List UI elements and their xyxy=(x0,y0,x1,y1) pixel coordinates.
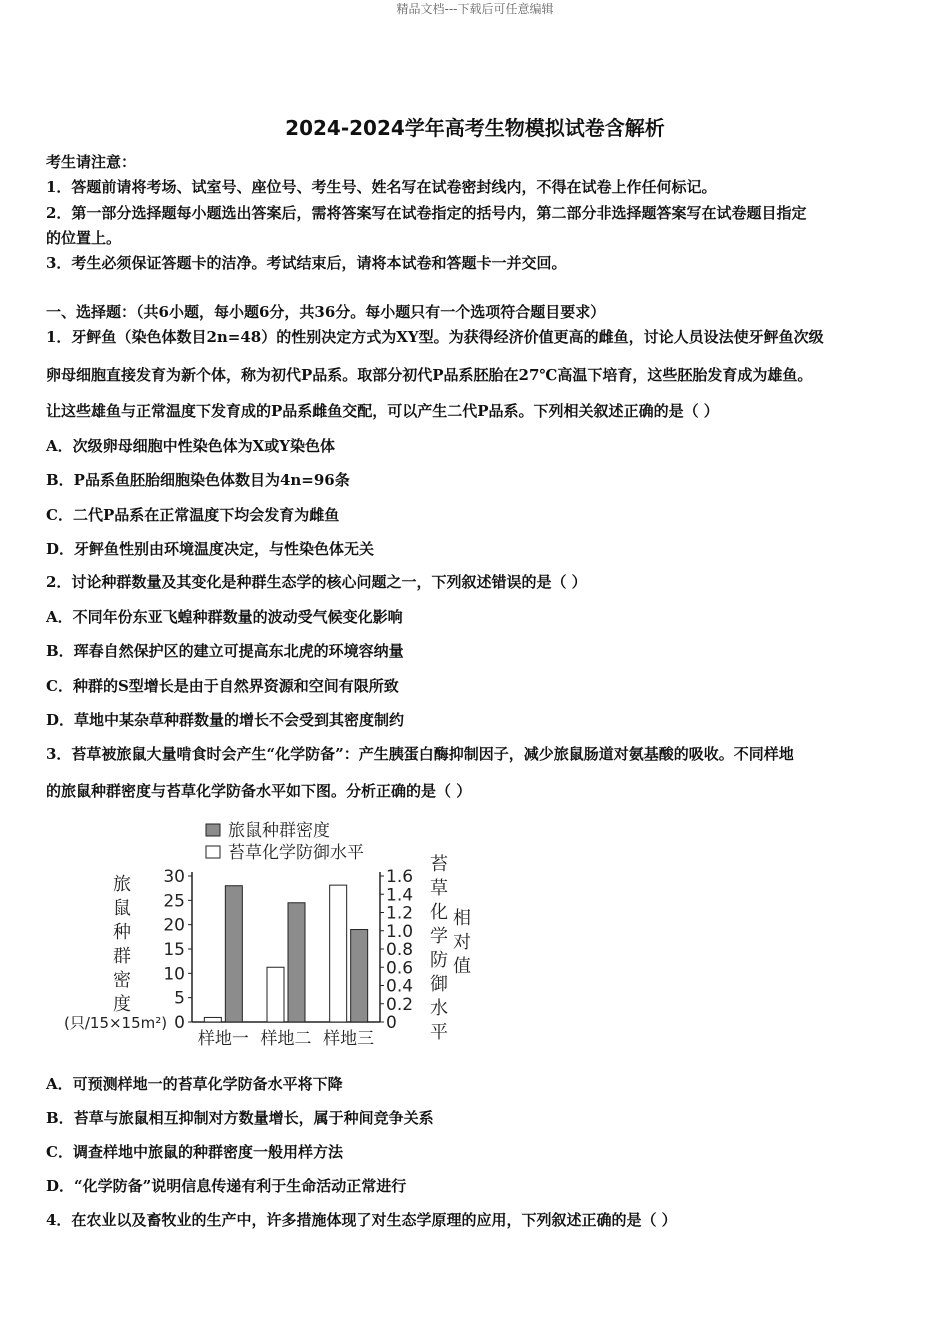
right-axis-label-char: 水 xyxy=(430,998,448,1019)
option-d: D．牙鲆鱼性别由环境温度决定，与性染色体无关 xyxy=(46,540,375,558)
right-tick-label: 1.2 xyxy=(386,903,414,924)
right-tick-label: 0.6 xyxy=(386,958,414,979)
left-axis-unit: (只/15×15m²) xyxy=(64,1014,168,1032)
bar-density xyxy=(288,903,305,1022)
left-tick-label: 20 xyxy=(163,915,185,936)
right-axis-label-char: 草 xyxy=(430,878,448,899)
option-d: D．草地中某杂草种群数量的增长不会受到其密度制约 xyxy=(46,711,405,729)
legend-label: 旅鼠种群密度 xyxy=(228,821,330,841)
right-tick-label: 0 xyxy=(386,1013,397,1033)
category-label: 样地三 xyxy=(323,1029,375,1049)
notice-item: 3．考生必须保证答题卡的洁净。考试结束后，请将本试卷和答题卡一并交回。 xyxy=(46,254,567,272)
bar-density xyxy=(351,930,368,1022)
left-axis-label-char: 种 xyxy=(113,922,131,943)
notice-item: 1．答题前请将考场、试室号、座位号、考生号、姓名写在试卷密封线内，不得在试卷上作任何标记。 xyxy=(46,178,717,196)
option-c: C．二代P品系在正常温度下均会发育为雌鱼 xyxy=(46,506,340,524)
left-axis-label-char: 密 xyxy=(113,970,131,991)
right-axis-label-char: 御 xyxy=(430,974,448,995)
question-line: 的旅鼠种群密度与苔草化学防备水平如下图。分析正确的是（ ） xyxy=(46,782,472,800)
left-axis-label-char: 旅 xyxy=(113,874,131,895)
question-line: 3．苔草被旅鼠大量啃食时会产生“化学防备”：产生胰蛋白酶抑制因子，减少旅鼠肠道对氨基酸的吸收。不同样地 xyxy=(46,745,794,763)
question-line: 4．在农业以及畜牧业的生产中，许多措施体现了对生态学原理的应用，下列叙述正确的是（ ） xyxy=(46,1211,677,1229)
notice-header: 考生请注意： xyxy=(46,153,137,171)
option-b: B．苔草与旅鼠相互抑制对方数量增长，属于种间竞争关系 xyxy=(46,1109,434,1127)
left-axis-label-char: 度 xyxy=(113,994,131,1015)
option-a: A．不同年份东亚飞蝗种群数量的波动受气候变化影响 xyxy=(46,608,403,626)
notice-item: 的位置上。 xyxy=(46,229,122,247)
legend-swatch xyxy=(206,824,220,836)
option-c: C．调查样地中旅鼠的种群密度一般用样方法 xyxy=(46,1143,343,1161)
watermark: 精品文档---下载后可任意编辑 xyxy=(396,2,554,16)
option-c: C．种群的S型增长是由于自然界资源和空间有限所致 xyxy=(46,677,399,695)
section-header: 一、选择题：（共6小题，每小题6分，共36分。每小题只有一个选项符合题目要求） xyxy=(46,303,606,321)
right-tick-label: 0.4 xyxy=(386,976,414,997)
right-axis-extra-char: 值 xyxy=(453,956,471,977)
category-label: 样地二 xyxy=(260,1029,312,1049)
right-tick-label: 1.6 xyxy=(386,867,414,887)
left-axis-label-char: 群 xyxy=(113,946,131,967)
left-tick-label: 30 xyxy=(163,867,185,887)
right-axis-extra-char: 对 xyxy=(453,932,471,953)
option-a: A．次级卵母细胞中性染色体为X或Y染色体 xyxy=(46,437,335,455)
right-tick-label: 1.4 xyxy=(386,885,414,906)
bar-defense xyxy=(330,885,347,1022)
right-axis-label-char: 苔 xyxy=(430,854,448,875)
legend-label: 苔草化学防御水平 xyxy=(228,843,364,863)
right-axis-label-char: 防 xyxy=(430,950,448,971)
right-axis-label-char: 学 xyxy=(430,926,448,947)
right-axis-extra-char: 相 xyxy=(453,908,471,929)
option-a: A．可预测样地一的苔草化学防备水平将下降 xyxy=(46,1075,343,1093)
legend-swatch xyxy=(206,846,220,858)
left-tick-label: 15 xyxy=(163,940,185,960)
bar-chart xyxy=(60,812,490,1062)
option-b: B．P品系鱼胚胎细胞染色体数目为4n=96条 xyxy=(46,471,350,489)
category-label: 样地一 xyxy=(197,1029,249,1049)
left-tick-label: 25 xyxy=(163,891,185,912)
right-axis-label-char: 平 xyxy=(430,1022,448,1043)
left-tick-label: 5 xyxy=(174,988,185,1009)
question-line: 1．牙鲆鱼（染色体数目2n=48）的性别决定方式为XY型。为获得经济价值更高的雌鱼，讨论人员设法使牙鲆鱼次级 xyxy=(46,328,824,346)
right-tick-label: 1.0 xyxy=(386,921,414,942)
bar-density xyxy=(225,886,242,1022)
page-title: 2024-2024学年高考生物模拟试卷含解析 xyxy=(285,116,665,140)
bar-defense xyxy=(267,967,284,1022)
right-axis-label-char: 化 xyxy=(430,902,448,923)
left-tick-label: 10 xyxy=(163,964,185,985)
question-line: 2．讨论种群数量及其变化是种群生态学的核心问题之一，下列叙述错误的是（ ） xyxy=(46,573,587,591)
question-line: 让这些雄鱼与正常温度下发育成的P品系雌鱼交配，可以产生二代P品系。下列相关叙述正确的是（ ） xyxy=(46,402,719,420)
right-tick-label: 0.2 xyxy=(386,994,414,1015)
option-b: B．珲春自然保护区的建立可提高东北虎的环境容纳量 xyxy=(46,642,404,660)
option-d: D．“化学防备”说明信息传递有利于生命活动正常进行 xyxy=(46,1177,407,1195)
left-axis-label-char: 鼠 xyxy=(113,898,131,919)
question-line: 卵母细胞直接发育为新个体，称为初代P品系。取部分初代P品系胚胎在27℃高温下培育，这些胚胎发育成为雄鱼。 xyxy=(46,366,813,384)
left-tick-label: 0 xyxy=(174,1013,185,1033)
right-tick-label: 0.8 xyxy=(386,940,414,960)
notice-item: 2．第一部分选择题每小题选出答案后，需将答案写在试卷指定的括号内，第二部分非选择题答案写在试卷题目指定 xyxy=(46,204,807,222)
bar-defense xyxy=(204,1017,221,1022)
